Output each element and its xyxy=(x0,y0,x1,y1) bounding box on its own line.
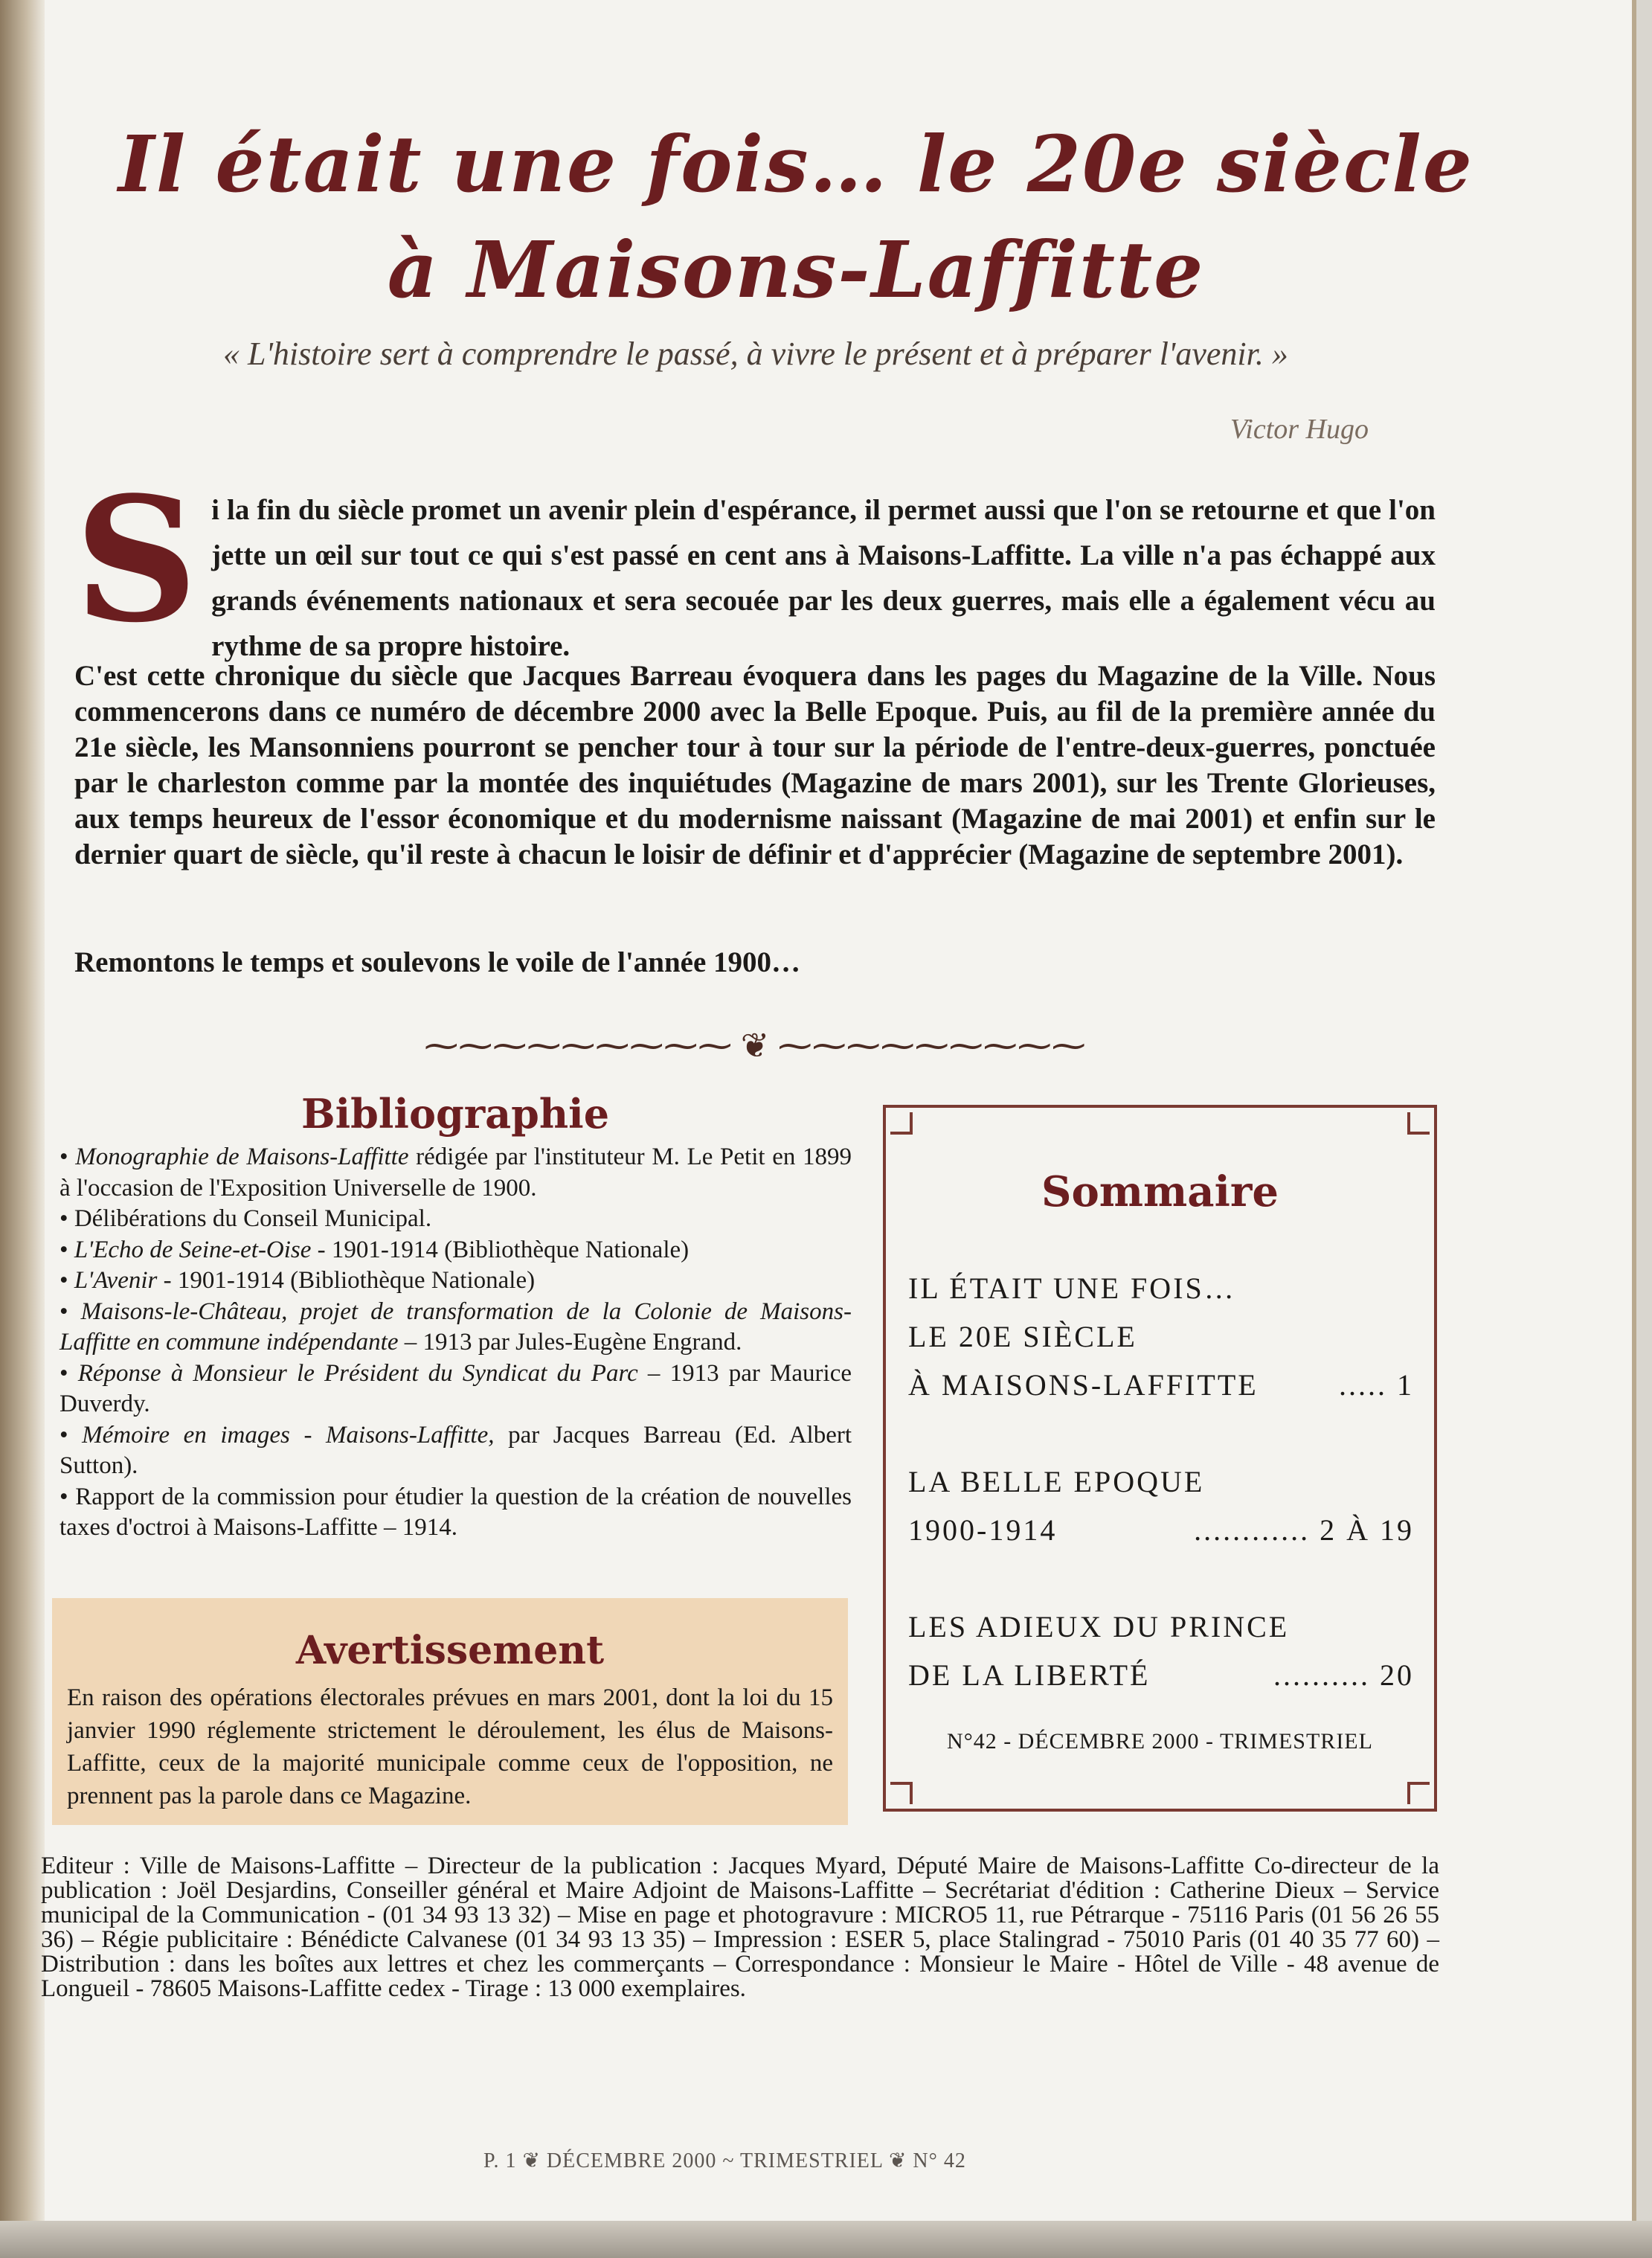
publisher-credits: Editeur : Ville de Maisons-Laffitte – Directeur de la publication : Jacques Myard, Député Maire de Maisons-Laffitte Co-directeur de la publication : Joël Desjardins, Conseiller général et Maire Adjoint de Maisons-Laffitte – Secrétariat d'édition : Catherine Dieux – Service municipal de la Communication - (01 34 93 13 32) – Mise en page et photogravure : MICRO5 11, rue Pétrarque - 75116 Paris (01 56 26 55 36) – Régie publicitaire : Bénédicte Calvanese (01 34 93 13 35) – Impression : ESER 5, place Stalingrad - 75010 Paris (01 40 35 77 60) – Distribution : dans les boîtes aux lettres et chez les commerçants – Correspondance : Monsieur le Maire - Hôtel de Ville - 48 avenue de Longueil - 78605 Maisons-Laffitte cedex - Tirage : 13 000 exemplaires. xyxy=(41,1853,1439,2002)
page-edge xyxy=(0,2221,1652,2258)
sommaire-title: Sommaire xyxy=(1041,1167,1279,1216)
bibliography-title: Bibliographie xyxy=(301,1090,610,1138)
toc-line: 1900-1914 xyxy=(908,1513,1058,1547)
corner-ornament xyxy=(1407,1782,1430,1804)
page-folio: P. 1 ❦ DÉCEMBRE 2000 ~ TRIMESTRIEL ❦ N° 42 xyxy=(483,2149,966,2172)
closing-paragraph: Remontons le temps et soulevons le voile de l'année 1900… xyxy=(74,946,801,978)
corner-ornament xyxy=(890,1782,913,1804)
bibliography-item: • Réponse à Monsieur le Président du Syndicat du Parc – 1913 par Maurice Duverdy. xyxy=(60,1359,852,1417)
toc-line: LES ADIEUX DU PRINCE xyxy=(908,1610,1290,1643)
title-line-2: à Maisons-Laffitte xyxy=(387,224,1205,315)
bibliography-item: • Monographie de Maisons-Laffitte rédigée par l'instituteur M. Le Petit en 1899 à l'occasion de l'Exposition Universelle de 1900. xyxy=(60,1144,852,1202)
bibliography-item: • Délibérations du Conseil Municipal. xyxy=(60,1205,432,1232)
issue-info: N°42 - DÉCEMBRE 2000 - TRIMESTRIEL xyxy=(947,1729,1373,1754)
binding-gutter xyxy=(0,0,45,2258)
intro-paragraph xyxy=(74,460,1436,669)
intro-text: i la fin du siècle promet un avenir plein d'espérance, il permet aussi que l'on se retourne et que l'on jette un œil sur tout ce qui s'est passé en cent ans à Maisons-Laffitte. La ville n'a pas échappé aux grands événements nationaux et sera secouée par les deux guerres, mais elle a également vécu au rythme de sa propre histoire. xyxy=(211,494,1436,662)
bibliography-item: • Mémoire en images - Maisons-Laffitte, par Jacques Barreau (Ed. Albert Sutton). xyxy=(60,1421,852,1479)
toc-page: .......... 20 xyxy=(1273,1658,1414,1692)
bibliography-item: • Maisons-le-Château, projet de transformation de la Colonie de Maisons-Laffitte en commune indépendante – 1913 par Jules-Eugène Engrand. xyxy=(60,1298,852,1356)
toc-row xyxy=(908,1506,1414,1554)
corner-ornament xyxy=(1407,1112,1430,1135)
toc-entry xyxy=(908,1457,1414,1554)
warning-title: Avertissement xyxy=(295,1628,605,1673)
toc-page: ............ 2 À 19 xyxy=(1194,1513,1414,1547)
warning-text: En raison des opérations électorales prévues en mars 2001, dont la loi du 15 janvier 1990 réglemente strictement le déroulement, les élus de Maisons-Laffitte, ceux de la majorité municipale comme ceux de l'opposition, ne prennent pas la parole dans ce Magazine. xyxy=(67,1684,833,1809)
corner-ornament xyxy=(890,1112,913,1135)
toc-line: DE LA LIBERTÉ xyxy=(908,1658,1151,1692)
toc-row xyxy=(908,1361,1414,1409)
bibliography-item: • Rapport de la commission pour étudier la question de la création de nouvelles taxes d'octroi à Maisons-Laffitte – 1914. xyxy=(60,1483,852,1541)
chronicle-paragraph: C'est cette chronique du siècle que Jacques Barreau évoquera dans les pages du Magazine de la Ville. Nous commencerons dans ce numéro de décembre 2000 avec la Belle Epoque. Puis, au fil de la première année du 21e siècle, les Mansonniens pourront se pencher tour à tour sur la période de l'entre-deux-guerres, ponctuée par le charleston comme par la montée des inquiétudes (Magazine de mars 2001), sur les Trente Glorieuses, aux temps heureux de l'essor économique et du modernisme naissant (Magazine de mai 2001) et enfin sur le dernier quart de siècle, qu'il reste à chacun le loisir de définir et d'apprécier (Magazine de septembre 2001). xyxy=(74,660,1436,870)
bibliography-item: • L'Echo de Seine-et-Oise - 1901-1914 (Bibliothèque Nationale) xyxy=(60,1236,690,1263)
toc-line: LE 20E SIÈCLE xyxy=(908,1320,1137,1353)
drop-cap: S xyxy=(74,460,199,661)
epigraph-quote: « L'histoire sert à comprendre le passé, à vivre le présent et à préparer l'avenir. » xyxy=(223,336,1288,372)
toc-line: IL ÉTAIT UNE FOIS… xyxy=(908,1271,1236,1305)
toc-entry xyxy=(908,1264,1414,1409)
bibliography-item: • L'Avenir - 1901-1914 (Bibliothèque Nationale) xyxy=(60,1267,536,1294)
toc-page: ..... 1 xyxy=(1339,1368,1414,1402)
title-line-1: Il était une fois… le 20e siècle xyxy=(118,118,1473,210)
toc-entry xyxy=(908,1603,1414,1699)
article-title xyxy=(89,112,1502,323)
bibliography-list xyxy=(60,1142,852,1544)
table-of-contents-box xyxy=(883,1105,1437,1812)
epigraph-author: Victor Hugo xyxy=(1230,414,1369,445)
toc-line: LA BELLE EPOQUE xyxy=(908,1465,1205,1498)
toc-line: À MAISONS-LAFFITTE xyxy=(908,1368,1259,1402)
warning-box xyxy=(52,1598,848,1825)
ornamental-divider: ⁓⁓⁓⁓⁓⁓⁓⁓⁓ ❦ ⁓⁓⁓⁓⁓⁓⁓⁓⁓ xyxy=(424,1027,1086,1065)
toc-row xyxy=(908,1651,1414,1699)
